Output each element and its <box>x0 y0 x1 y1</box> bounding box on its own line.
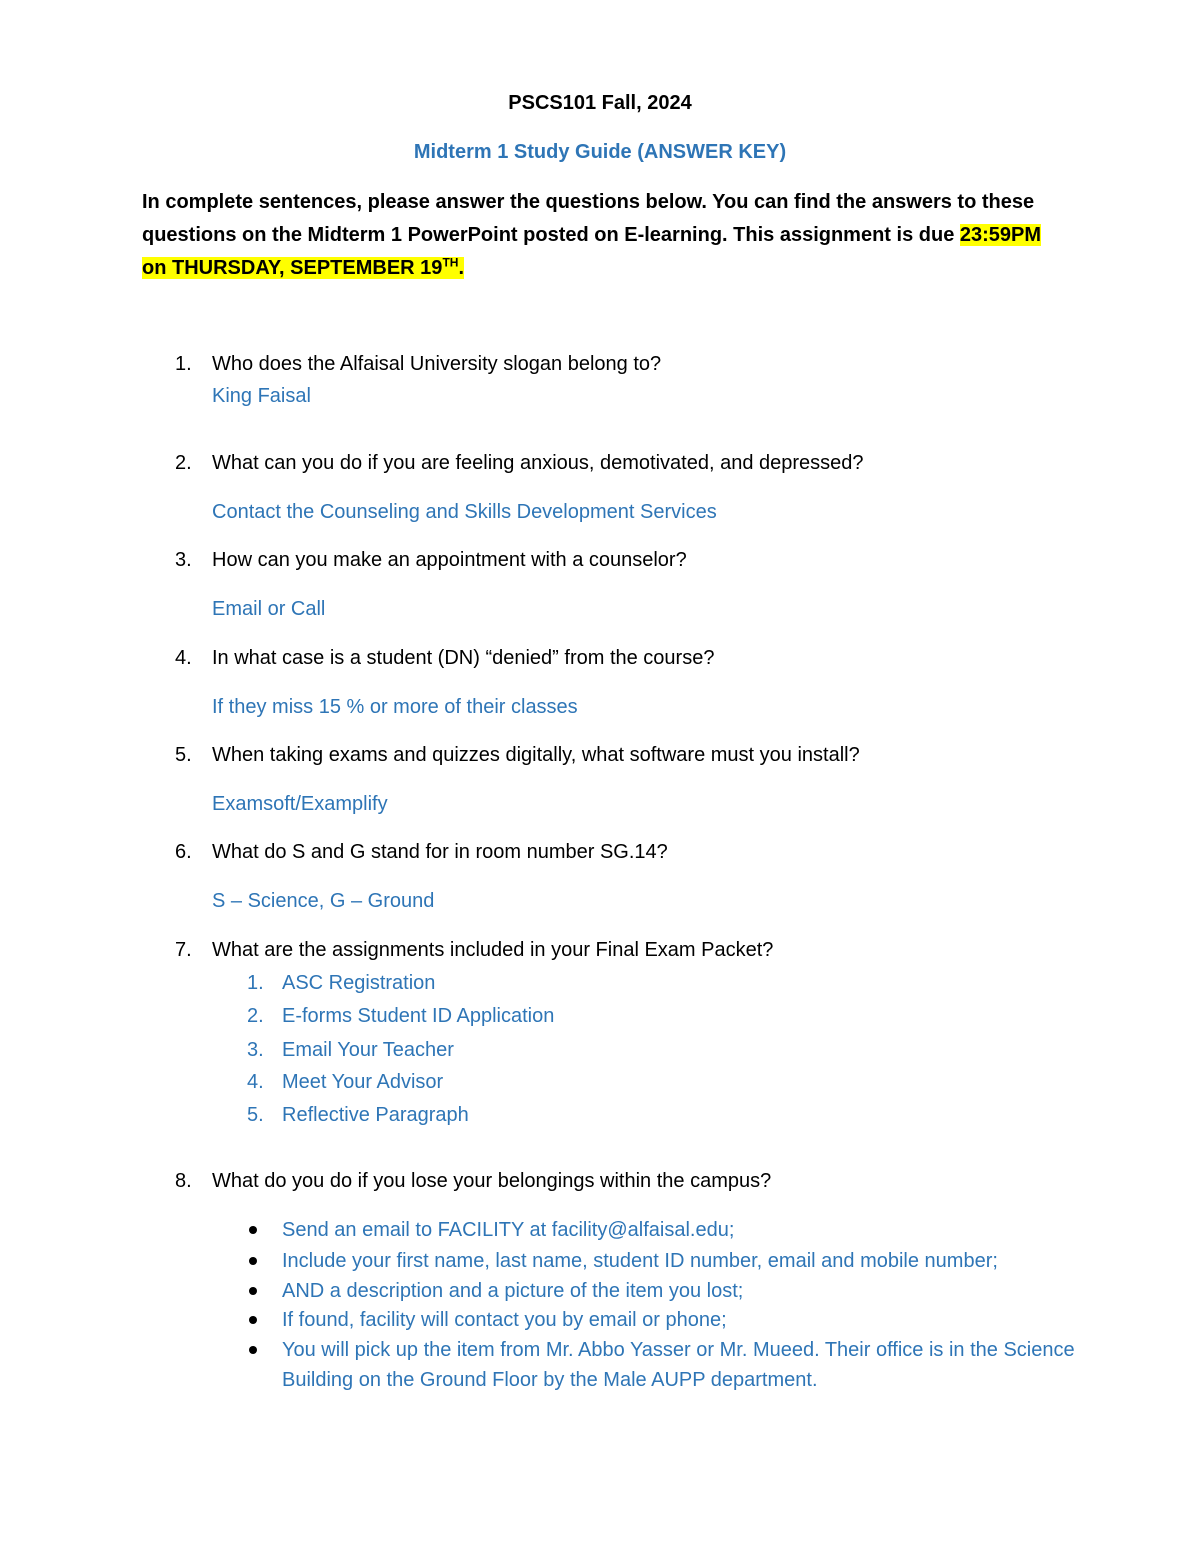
question-number: 6. <box>175 841 192 863</box>
question-number: 5. <box>175 744 192 766</box>
bullet-dot-icon <box>249 1287 257 1295</box>
packet-item-number: 3. <box>247 1039 264 1061</box>
answer-5: Examsoft/Examplify <box>212 793 388 815</box>
question-text: Who does the Alfaisal University slogan belong to? <box>212 353 662 375</box>
packet-item-text: ASC Registration <box>282 972 436 994</box>
question-number: 2. <box>175 452 192 474</box>
question-number: 1. <box>175 353 192 375</box>
question-text: What do you do if you lose your belongings within the campus? <box>212 1170 772 1192</box>
question-number: 3. <box>175 549 192 571</box>
question-text: In what case is a student (DN) “denied” from the course? <box>212 647 715 669</box>
question-number: 7. <box>175 939 192 961</box>
bullet-text: Send an email to FACILITY at facility@alfaisal.edu; <box>282 1219 735 1241</box>
packet-item-text: Email Your Teacher <box>282 1039 454 1061</box>
question-text: What can you do if you are feeling anxious, demotivated, and depressed? <box>212 452 864 474</box>
deadline-date <box>142 257 464 279</box>
bullet-text: If found, facility will contact you by email or phone; <box>282 1309 727 1331</box>
question-text: What do S and G stand for in room number SG.14? <box>212 841 668 863</box>
question-number: 8. <box>175 1170 192 1192</box>
packet-item-number: 1. <box>247 972 264 994</box>
instructions-paragraph <box>142 186 1062 285</box>
bullet-text: Include your first name, last name, student ID number, email and mobile number; <box>282 1250 998 1272</box>
packet-item-text: Reflective Paragraph <box>282 1104 469 1126</box>
question-number: 4. <box>175 647 192 669</box>
deadline-date-suffix: TH <box>442 255 459 270</box>
deadline-date-text: on THURSDAY, SEPTEMBER 19 <box>142 257 443 279</box>
question-text: When taking exams and quizzes digitally, what software must you install? <box>212 744 860 766</box>
bullet-text: You will pick up the item from Mr. Abbo Yasser or Mr. Mueed. Their office is in the Science Building on the Ground Floor by the Male AUPP department. <box>282 1339 1075 1391</box>
document-subtitle: Midterm 1 Study Guide (ANSWER KEY) <box>413 141 787 163</box>
answer-4: If they miss 15 % or more of their classes <box>212 696 578 718</box>
bullet-dot-icon <box>249 1257 257 1265</box>
answer-1: King Faisal <box>212 385 311 407</box>
answer-2: Contact the Counseling and Skills Development Services <box>212 501 717 523</box>
course-title: PSCS101 Fall, 2024 <box>508 92 692 114</box>
packet-item-text: E-forms Student ID Application <box>282 1005 555 1027</box>
deadline-date-period: . <box>458 257 464 279</box>
bullet-dot-icon <box>249 1316 257 1324</box>
answer-6: S – Science, G – Ground <box>212 890 435 912</box>
packet-item-number: 2. <box>247 1005 264 1027</box>
packet-item-number: 5. <box>247 1104 264 1126</box>
bullet-dot-icon <box>249 1346 257 1354</box>
answer-3: Email or Call <box>212 598 326 620</box>
instructions-text: In complete sentences, please answer the questions below. You can find the answers to these questions on the Midterm 1 PowerPoint posted on E-learning. This assignment is due <box>142 191 1035 246</box>
deadline-time: 23:59PM <box>959 224 1042 246</box>
bullet-text: AND a description and a picture of the item you lost; <box>282 1280 744 1302</box>
packet-item-text: Meet Your Advisor <box>282 1071 444 1093</box>
question-text: How can you make an appointment with a counselor? <box>212 549 687 571</box>
question-text: What are the assignments included in your Final Exam Packet? <box>212 939 774 961</box>
packet-item-number: 4. <box>247 1071 264 1093</box>
bullet-dot-icon <box>249 1226 257 1234</box>
